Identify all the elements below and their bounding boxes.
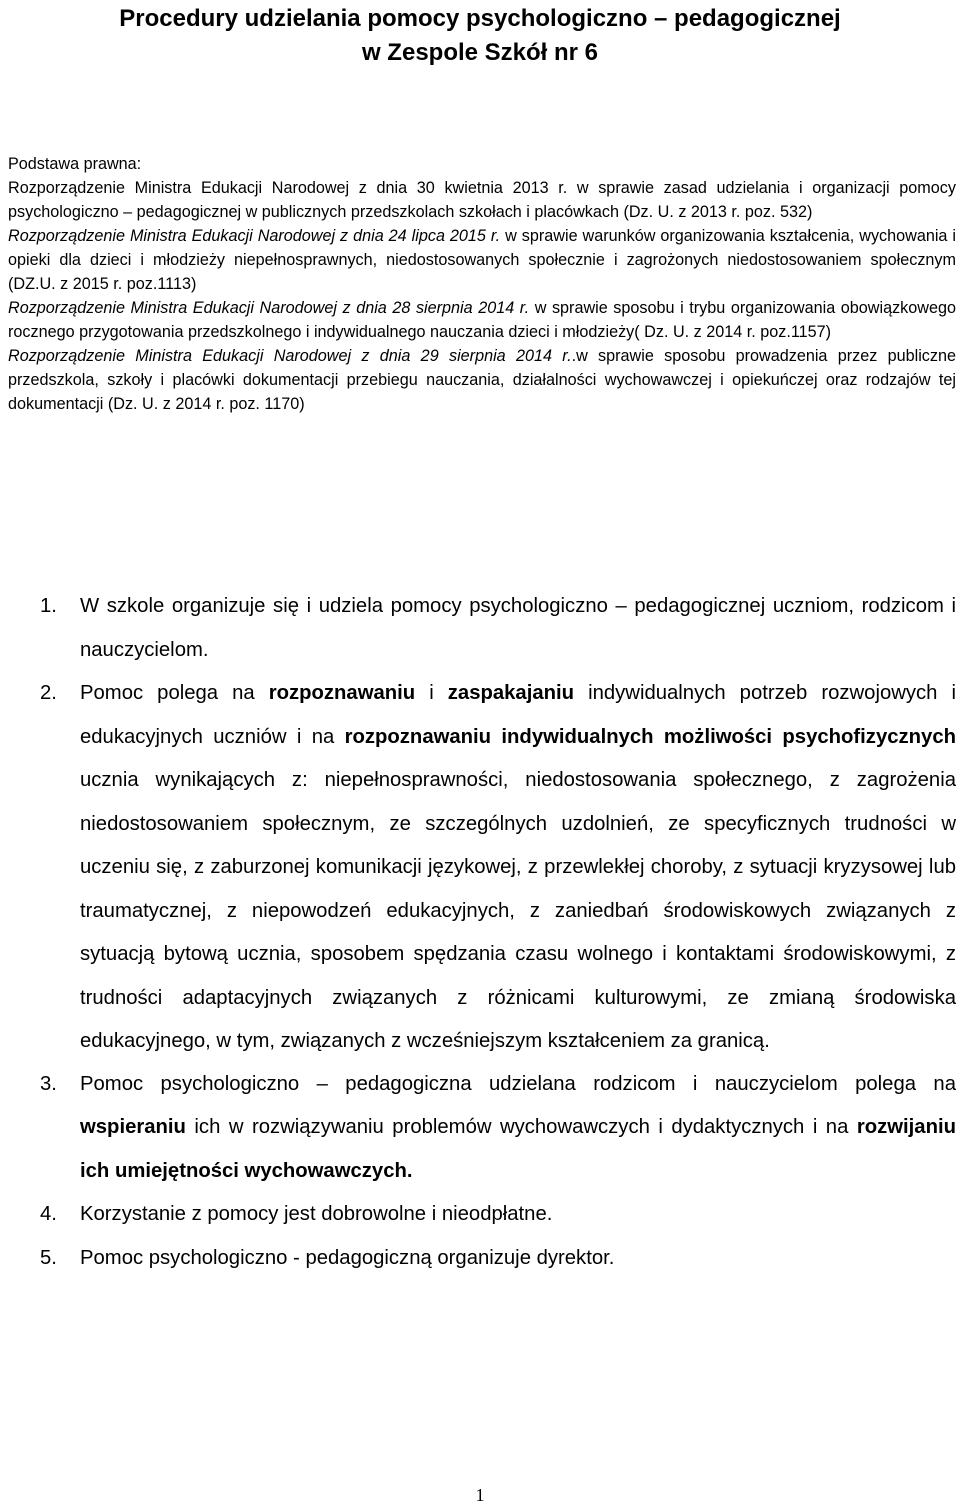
regulation-2013: Rozporządzenie Ministra Edukacji Narodowej z dnia 30 kwietnia 2013 r. w sprawie zasad udzielania i organizacji pomocy psychologiczno – pedagogicznej w publicznych przedszkolach szkołach i placówkach (Dz. U. z 2013 r. poz. 532) [8, 179, 956, 221]
item-number: 5. [40, 1246, 57, 1269]
text-run: i [415, 682, 448, 704]
item-text [80, 1073, 956, 1182]
list-item [40, 672, 956, 1064]
item-text [80, 682, 956, 1052]
regulation-2014-aug-28-subject: w sprawie sposobu i trybu organizowania obowiązkowego rocznego przygotowania przedszkolnego i indywidualnego nauczania dzieci i młodzieży( Dz. U. z 2014 r. poz.1157) [8, 299, 956, 341]
item-number: 1. [40, 595, 57, 617]
text-run: Pomoc psychologiczno - pedagogiczną organizuje dyrektor. [80, 1246, 615, 1269]
regulation-2015-title: Rozporządzenie Ministra Edukacji Narodowej z dnia 24 lipca 2015 r. [8, 227, 501, 245]
title-line-1: Procedury udzielania pomocy psychologiczno – pedagogicznej [119, 5, 841, 32]
regulation-2015 [8, 224, 956, 296]
text-run: Korzystanie z pomocy jest dobrowolne i nieodpłatne. [80, 1203, 553, 1225]
list-item [40, 1063, 956, 1194]
bold-text-run: rozwijaniu ich umiejętności wychowawczych. [80, 1116, 956, 1182]
item-text [80, 1247, 614, 1269]
title-line-2: w Zespole Szkół nr 6 [361, 39, 599, 66]
list-item [40, 1237, 956, 1281]
bold-text-run: rozpoznawaniu [268, 682, 416, 704]
regulation-2014-aug-28-title: Rozporządzenie Ministra Edukacji Narodowej z dnia 28 sierpnia 2014 r. [8, 299, 530, 317]
item-number: 2. [40, 682, 57, 704]
item-text [80, 595, 956, 661]
item-text [80, 1203, 552, 1225]
list-item [40, 585, 956, 672]
regulation-2015-subject: w sprawie warunków organizowania kształcenia, wychowania i opieki dla dzieci i młodzieży niepełnosprawnych, niedostosowanych społecznie i zagrożonych niedostosowaniem społecznym (DZ.U. z 2015 r. poz.1113) [8, 227, 956, 293]
document-title [0, 2, 960, 70]
text-run: Pomoc polega na [80, 682, 269, 704]
item-number: 3. [40, 1072, 57, 1095]
regulation-2014-aug-29 [8, 344, 956, 416]
procedure-list [40, 585, 956, 1280]
page-number: 1 [475, 1485, 485, 1505]
text-run: ich w rozwiązywaniu problemów wychowawczych i dydaktycznych i na [185, 1116, 857, 1138]
text-run: Pomoc psychologiczno – pedagogiczna udzielana rodzicom i nauczycielom polega na [80, 1072, 956, 1095]
list-item [40, 1193, 956, 1237]
bold-text-run: wspieraniu [80, 1116, 186, 1138]
legal-basis-section [8, 152, 956, 416]
regulation-2014-aug-28 [8, 296, 956, 344]
bold-text-run: rozpoznawaniu indywidualnych możliwości psychofizycznych [344, 725, 956, 748]
text-run: W szkole organizuje się i udziela pomocy psychologiczno – pedagogicznej uczniom, rodzicom i nauczycielom. [80, 595, 956, 661]
legal-basis-heading: Podstawa prawna: [8, 155, 142, 173]
text-run: indywidualnych potrzeb rozwojowych i edukacyjnych uczniów i na [80, 682, 956, 748]
regulation-2014-aug-29-subject: .w sprawie sposobu prowadzenia przez publiczne przedszkola, szkoły i placówki dokumentacji przebiegu nauczania, działalności wychowawczej i opiekuńczej oraz rodzajów tej dokumentacji (Dz. U. z 2014 r. poz. 1170) [8, 347, 956, 413]
regulation-2014-aug-29-title: Rozporządzenie Ministra Edukacji Narodowej z dnia 29 sierpnia 2014 r. [8, 347, 572, 365]
item-number: 4. [40, 1203, 57, 1225]
text-run: ucznia wynikających z: niepełnosprawności, niedostosowania społecznego, z zagrożenia niedostosowaniem społecznym, ze szczególnych uzdolnień, ze specyficznych trudności w uczeniu się, z zaburzonej komunikacji językowej, z przewlekłej choroby, z sytuacji kryzysowej lub traumatycznej, z niepowodzeń edukacyjnych, z zaniedbań środowiskowych związanych z sytuacją bytową ucznia, sposobem spędzania czasu wolnego i kontaktami środowiskowymi, z trudności adaptacyjnych związanych z różnicami kulturowymi, ze zmianą środowiska edukacyjnego, w tym, związanych z wcześniejszym kształceniem za granicą. [80, 769, 956, 1052]
bold-text-run: zaspakajaniu [447, 682, 575, 704]
